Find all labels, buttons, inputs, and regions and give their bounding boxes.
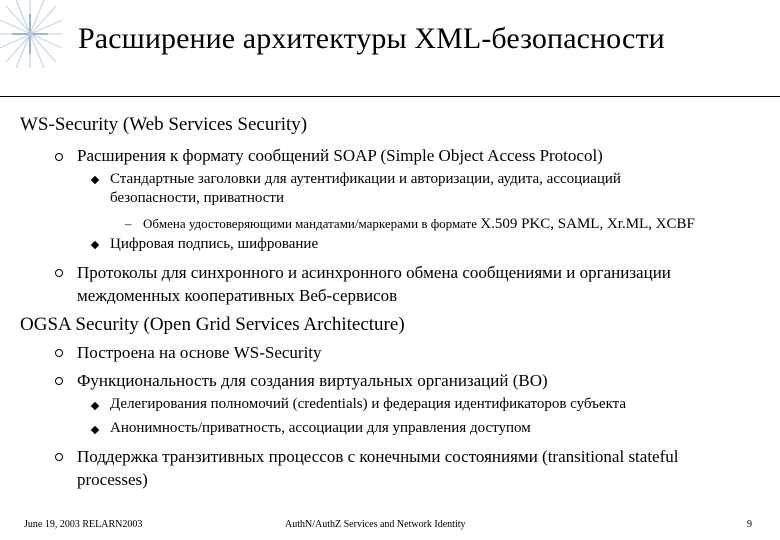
- footer-title: AuthN/AuthZ Services and Network Identity: [285, 519, 466, 530]
- hollow-circle-bullet-icon: [55, 269, 63, 277]
- hollow-circle-bullet-icon: [55, 377, 63, 385]
- hollow-circle-bullet-icon: [55, 349, 63, 357]
- diamond-bullet-icon: [91, 402, 99, 410]
- bullet-level1: [20, 115, 307, 134]
- bullet-text: Анонимность/приватность, ассоциации для управления доступом: [110, 420, 531, 436]
- bullet-text: Расширения к формату сообщений SOAP (Simple Object Access Protocol): [77, 146, 603, 165]
- diamond-bullet-icon: [91, 176, 99, 184]
- bullet-level3-continuation: [110, 191, 284, 206]
- bullet-text: Обмена удостоверяющими мандатами/маркерами в формате: [143, 216, 478, 231]
- bullet-text: Протоколы для синхронного и асинхронного обмена сообщениями и организации: [77, 263, 671, 282]
- bullet-text: WS-Security (Web Services Security): [20, 114, 308, 135]
- bullet-text: Построена на основе WS-Security: [77, 343, 322, 362]
- bullet-level2: [77, 372, 548, 389]
- bullet-text: Стандартные заголовки для аутентификации и авторизации, аудита, ассоциаций: [110, 171, 621, 187]
- diamond-bullet-icon: [91, 426, 99, 434]
- hollow-circle-bullet-icon: [55, 453, 63, 461]
- bullet-text-formats: X.509 PKC, SAML, Xr.ML, XCBF: [480, 216, 695, 232]
- bullet-level2: [77, 448, 678, 465]
- bullet-level2-continuation: [77, 471, 148, 488]
- bullet-text: OGSA Security (Open Grid Services Architecture): [20, 314, 405, 335]
- footer-date: June 19, 2003 RELARN2003: [24, 519, 143, 530]
- bullet-text: Делегирования полномочий (credentials) и федерация идентификаторов субъекта: [110, 396, 627, 412]
- bullet-level3: [110, 421, 531, 436]
- bullet-level3: [110, 397, 626, 412]
- diamond-bullet-icon: [91, 241, 99, 249]
- bullet-text: Функциональность для создания виртуальных организаций (ВО): [77, 371, 548, 390]
- bullet-level2-continuation: [77, 287, 397, 304]
- bullet-text: междоменных кооперативных Веб-сервисов: [77, 286, 398, 305]
- bullet-text: processes): [77, 470, 148, 489]
- bullet-level2: [77, 344, 322, 361]
- bullet-text: безопасности, приватности: [110, 190, 285, 206]
- bullet-level2: [77, 147, 603, 164]
- bullet-level4: [143, 217, 695, 232]
- hollow-circle-bullet-icon: [55, 153, 63, 161]
- bullet-level1: [20, 315, 405, 334]
- bullet-text: Поддержка транзитивных процессов с конечными состояниями (transitional stateful: [77, 447, 679, 466]
- page-number: 9: [747, 519, 752, 530]
- dash-bullet-icon: –: [125, 216, 132, 231]
- bullet-level2: [77, 264, 671, 281]
- bullet-level3: [110, 237, 318, 252]
- bullet-level3: [110, 172, 621, 187]
- bullet-text: Цифровая подпись, шифрование: [110, 236, 319, 252]
- slide-title: Расширение архитектуры XML-безопасности: [78, 22, 665, 55]
